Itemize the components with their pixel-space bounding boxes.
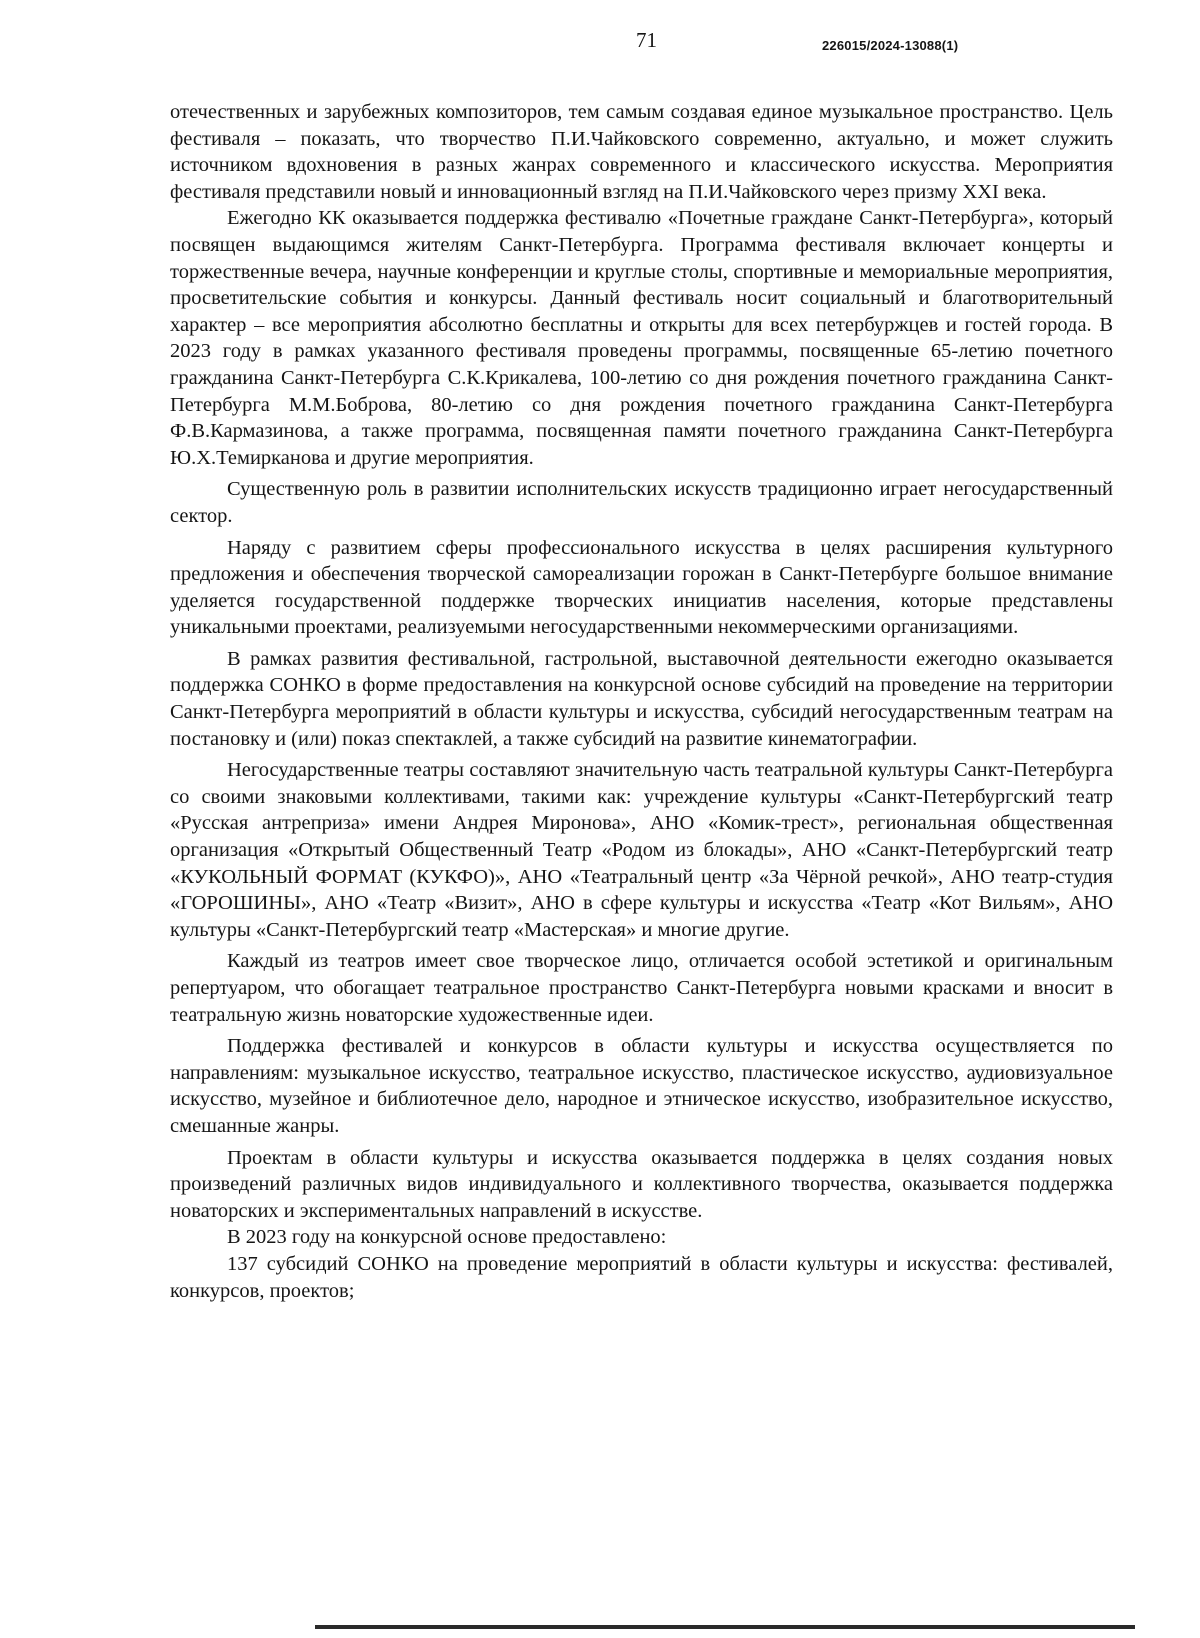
paragraph-festival-tchaikovsky: отечественных и зарубежных композиторов, тем самым создавая единое музыкальное пространство. Цель фестиваля – показать, что творчество П.И.Чайковского современно, актуально, и может служить источником вдохновения в разных жанрах современного и классического искусства. Мероприятия фестиваля представили новый и инновационный взгляд на П.И.Чайковского через призму XXI века. bbox=[170, 101, 1113, 203]
paragraph-137-subsidies: 137 субсидий СОНКО на проведение мероприятий в области культуры и искусства: фестивалей, конкурсов, проектов; bbox=[170, 1252, 1113, 1302]
paragraph-projects-support: Проектам в области культуры и искусства оказывается поддержка в целях создания новых произведений различных видов индивидуального и коллективного творчества, оказывается поддержка новаторских и экспериментальных направлений в искусстве. bbox=[170, 1146, 1113, 1222]
page-number: 71 bbox=[636, 28, 657, 52]
document-body bbox=[170, 99, 1113, 1304]
paragraph-support-directions: Поддержка фестивалей и конкурсов в области культуры и искусства осуществляется по направлениям: музыкальное искусство, театральное искусство, пластическое искусство, аудиовизуальное искусство, музейное и библиотечное дело, народное и этническое искусство, изобразительное искусство, смешанные жанры. bbox=[170, 1035, 1113, 1137]
paragraph-state-support-initiatives: Наряду с развитием сферы профессионального искусства в целях расширения культурного предложения и обеспечения творческой самореализации горожан в Санкт-Петербурге большое внимание уделяется государственной поддержке творческих инициатив населения, которые представлены уникальными проектами, реализуемыми негосударственными некоммерческими организациями. bbox=[170, 536, 1113, 639]
paragraph-honorary-citizens-festival: Ежегодно КК оказывается поддержка фестивалю «Почетные граждане Санкт-Петербурга», который посвящен выдающимся жителям Санкт-Петербурга. Программа фестиваля включает концерты и торжественные вечера, научные конференции и круглые столы, спортивные и мемориальные мероприятия, просветительские события и конкурсы. Данный фестиваль носит социальный и благотворительный характер – все мероприятия абсолютно бесплатны и открыты для всех петербуржцев и гостей города. В 2023 году в рамках указанного фестиваля проведены программы, посвященные 65-летию почетного гражданина Санкт-Петербурга С.К.Крикалева, 100-летию со дня рождения почетного гражданина Санкт-Петербурга М.М.Боброва, 80-летию со дня рождения почетного гражданина Санкт-Петербурга Ф.В.Кармазинова, а также программа, посвященная памяти почетного гражданина Санкт-Петербурга Ю.Х.Темирканова и другие мероприятия. bbox=[170, 207, 1113, 469]
paragraph-sonko-subsidies: В рамках развития фестивальной, гастрольной, выставочной деятельности ежегодно оказывается поддержка СОНКО в форме предоставления на конкурсной основе субсидий на проведение на территории Санкт-Петербурга мероприятий в области культуры и искусства, субсидий негосударственным театрам на постановку и (или) показ спектаклей, а также субсидий на развитие кинематографии. bbox=[170, 647, 1113, 750]
scan-bottom-edge-line bbox=[315, 1625, 1135, 1629]
paragraph-nongovernmental-theatres: Негосударственные театры составляют значительную часть театральной культуры Санкт-Петербурга со своими знаковыми коллективами, такими как: учреждение культуры «Санкт-Петербургский театр «Русская антреприза» имени Андрея Миронова», АНО «Комик-трест», региональная общественная организация «Открытый Общественный Театр «Родом из блокады», АНО «Санкт-Петербургский театр «КУКОЛЬНЫЙ ФОРМАТ (КУКФО)», АНО «Театральный центр «За Чёрной речкой», АНО театр-студия «ГОРОШИНЫ», АНО «Театр «Визит», АНО в сфере культуры и искусства «Театр «Кот Вильям», АНО культуры «Санкт-Петербургский театр «Мастерская» и многие другие. bbox=[170, 759, 1113, 941]
paragraph-theatre-identity: Каждый из театров имеет свое творческое лицо, отличается особой эстетикой и оригинальным репертуаром, что обогащает театральное пространство Санкт-Петербурга новыми красками и вносит в театральную жизнь новаторские художественные идеи. bbox=[170, 950, 1113, 1026]
paragraph-2023-competitive-basis: В 2023 году на конкурсной основе предоставлено: bbox=[227, 1226, 667, 1249]
document-id: 226015/2024-13088(1) bbox=[822, 38, 959, 53]
paragraph-nongovernmental-sector: Существенную роль в развитии исполнительских искусств традиционно играет негосударственный сектор. bbox=[170, 478, 1113, 527]
